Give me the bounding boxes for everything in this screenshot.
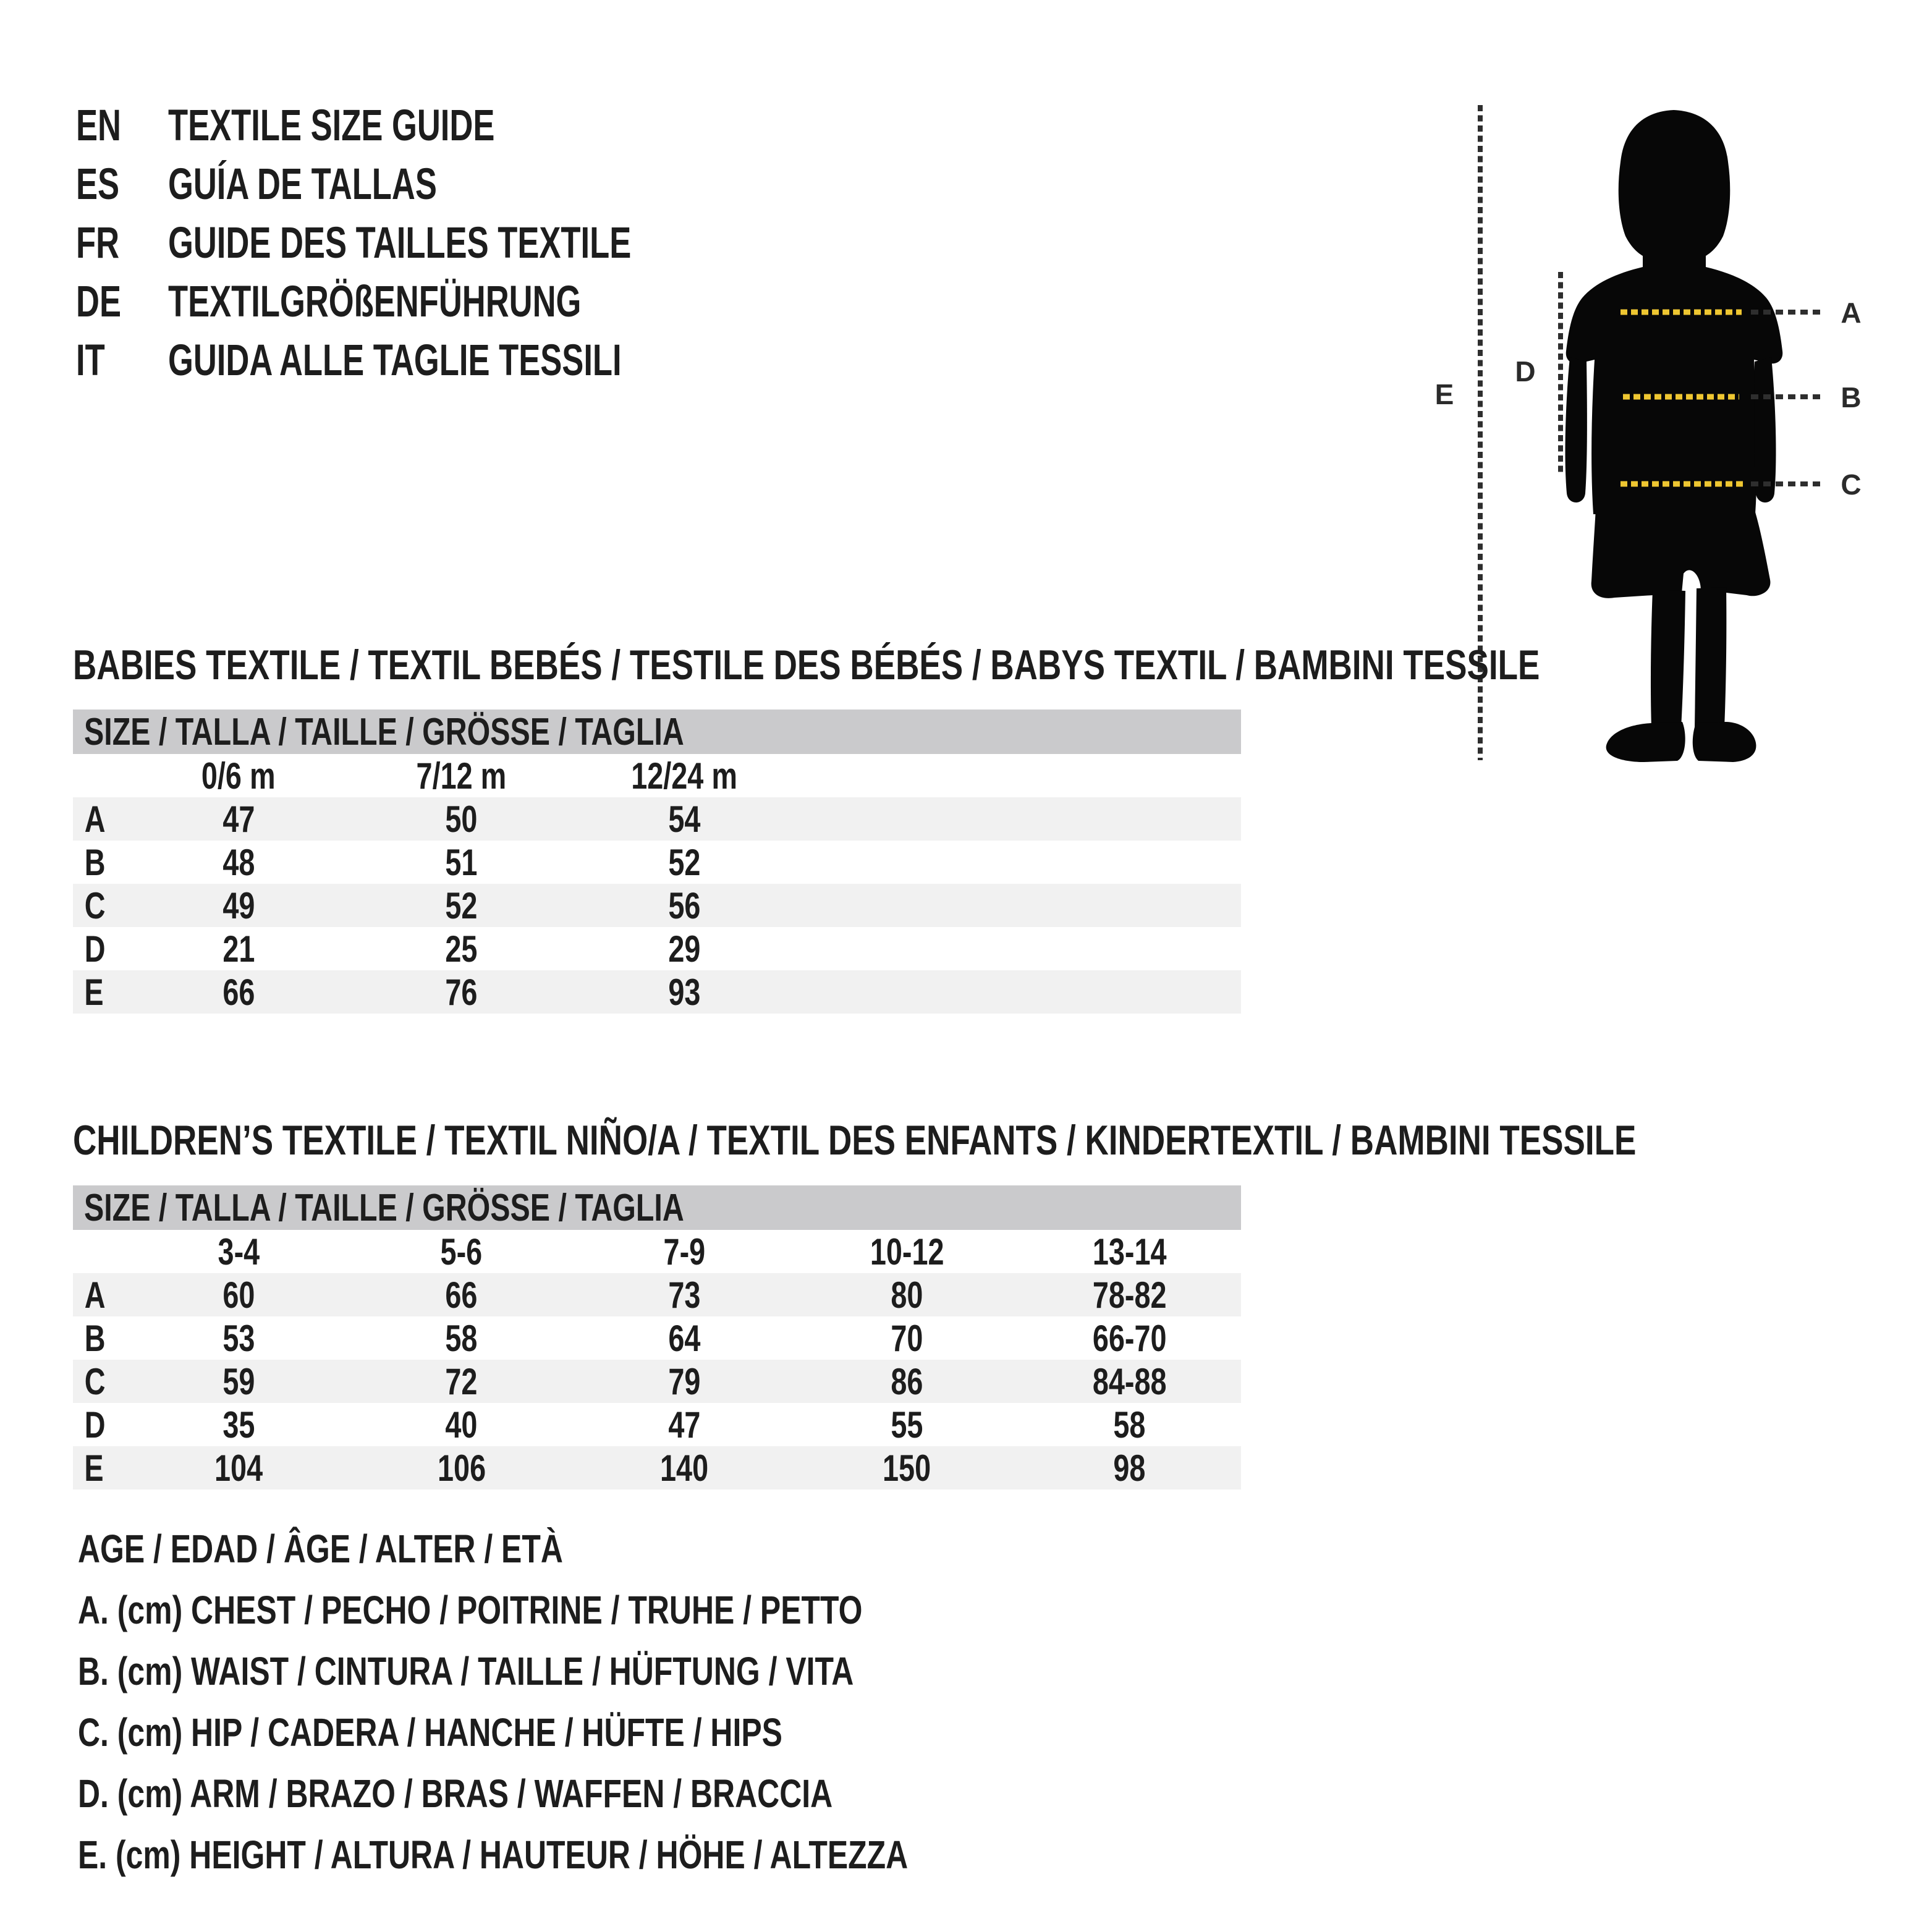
language-title-it: GUIDA ALLE TAGLIE TESSILI bbox=[168, 336, 622, 385]
cell-value: 93 bbox=[667, 971, 701, 1013]
cell-value: 35 bbox=[222, 1404, 255, 1446]
babies-row-c bbox=[73, 884, 1241, 927]
language-title-fr: GUIDE DES TAILLES TEXTILE bbox=[168, 219, 632, 268]
cell-value: 64 bbox=[667, 1317, 701, 1359]
figure-label-c: C bbox=[1841, 468, 1862, 501]
babies-row-d bbox=[73, 927, 1241, 970]
language-code-it: IT bbox=[76, 336, 105, 385]
silhouette-left-shoe bbox=[1606, 722, 1685, 762]
silhouette-right-arm bbox=[1754, 357, 1776, 502]
language-code-de: DE bbox=[76, 278, 121, 326]
row-label: E bbox=[84, 971, 104, 1013]
row-label: B bbox=[84, 1317, 106, 1359]
row-label: D bbox=[84, 1404, 106, 1446]
figure-label-d: D bbox=[1515, 355, 1536, 388]
babies-column-header-row bbox=[73, 754, 1241, 797]
children-size-header-text: SIZE / TALLA / TAILLE / GRÖSSE / TAGLIA bbox=[84, 1186, 684, 1229]
cell-value: 48 bbox=[222, 841, 255, 883]
row-label: B bbox=[84, 841, 106, 883]
measurement-legend bbox=[78, 1518, 1142, 1885]
children-row-c bbox=[73, 1360, 1241, 1403]
legend-waist: B. (cm) WAIST / CINTURA / TAILLE / HÜFTUNG / VITA bbox=[78, 1648, 854, 1693]
cell-value: 66 bbox=[445, 1274, 478, 1316]
babies-row-a bbox=[73, 797, 1241, 841]
language-row-es bbox=[76, 155, 794, 214]
cell-value: 60 bbox=[222, 1274, 255, 1316]
babies-column-0-6m: 0/6 m bbox=[201, 755, 276, 797]
language-title-de: TEXTILGRÖßENFÜHRUNG bbox=[168, 278, 582, 326]
cell-value: 76 bbox=[445, 971, 478, 1013]
cell-value: 56 bbox=[667, 884, 701, 926]
cell-value: 73 bbox=[667, 1274, 701, 1316]
cell-value: 52 bbox=[667, 841, 701, 883]
babies-size-header-band bbox=[73, 710, 1241, 754]
children-row-e bbox=[73, 1446, 1241, 1489]
legend-age: AGE / EDAD / ÂGE / ALTER / ETÀ bbox=[78, 1526, 563, 1571]
cell-value: 80 bbox=[891, 1274, 923, 1316]
language-code-es: ES bbox=[76, 160, 120, 209]
legend-chest: A. (cm) CHEST / PECHO / POITRINE / TRUHE / PETTO bbox=[78, 1587, 863, 1632]
row-label: A bbox=[84, 798, 106, 840]
cell-value: 53 bbox=[222, 1317, 255, 1359]
row-label: C bbox=[84, 1360, 106, 1402]
babies-section-heading bbox=[73, 640, 1932, 690]
babies-column-7-12m: 7/12 m bbox=[416, 755, 507, 797]
children-section-title: CHILDREN’S TEXTILE / TEXTIL NIÑO/A / TEXTIL DES ENFANTS / KINDERTEXTIL / BAMBINI TESSILE bbox=[73, 1117, 1637, 1164]
children-section-heading bbox=[73, 1116, 1932, 1165]
children-row-d bbox=[73, 1403, 1241, 1446]
babies-section-title: BABIES TEXTILE / TEXTIL BEBÉS / TESTILE DES BÉBÉS / BABYS TEXTIL / BAMBINI TESSILE bbox=[73, 642, 1540, 688]
cell-value: 79 bbox=[667, 1360, 701, 1402]
cell-value: 150 bbox=[883, 1447, 931, 1489]
babies-column-12-24m: 12/24 m bbox=[631, 755, 737, 797]
silhouette-shorts bbox=[1591, 508, 1771, 598]
cell-value: 140 bbox=[659, 1447, 709, 1489]
babies-row-b bbox=[73, 841, 1241, 884]
language-title-en: TEXTILE SIZE GUIDE bbox=[168, 101, 495, 150]
babies-row-e bbox=[73, 970, 1241, 1014]
cell-value: 86 bbox=[891, 1360, 923, 1402]
cell-value: 29 bbox=[667, 928, 701, 970]
language-row-de bbox=[76, 273, 794, 331]
cell-value: 98 bbox=[1113, 1447, 1146, 1489]
cell-value: 66 bbox=[222, 971, 255, 1013]
cell-value: 25 bbox=[445, 928, 478, 970]
children-column-5-6: 5-6 bbox=[440, 1231, 483, 1273]
silhouette-left-arm bbox=[1566, 357, 1587, 502]
row-label: E bbox=[84, 1447, 104, 1489]
cell-value: 21 bbox=[222, 928, 255, 970]
cell-value: 49 bbox=[222, 884, 255, 926]
cell-value: 70 bbox=[891, 1317, 923, 1359]
children-row-a bbox=[73, 1273, 1241, 1316]
cell-value: 106 bbox=[437, 1447, 486, 1489]
cell-value: 104 bbox=[214, 1447, 263, 1489]
figure-label-b: B bbox=[1841, 381, 1862, 413]
children-size-table bbox=[73, 1185, 1241, 1489]
cell-value: 47 bbox=[222, 798, 255, 840]
legend-arm: D. (cm) ARM / BRAZO / BRAS / WAFFEN / BRACCIA bbox=[78, 1771, 833, 1816]
cell-value: 54 bbox=[667, 798, 701, 840]
figure-label-e: E bbox=[1434, 378, 1454, 410]
language-title-es: GUÍA DE TALLAS bbox=[168, 160, 437, 209]
cell-value: 72 bbox=[445, 1360, 478, 1402]
children-column-header-row bbox=[73, 1230, 1241, 1273]
language-row-fr bbox=[76, 214, 794, 273]
children-row-b bbox=[73, 1316, 1241, 1360]
babies-size-table bbox=[73, 710, 1241, 1014]
language-code-en: EN bbox=[76, 101, 121, 150]
cell-value: 59 bbox=[222, 1360, 255, 1402]
silhouette-right-shoe bbox=[1693, 722, 1756, 762]
children-column-7-9: 7-9 bbox=[663, 1231, 705, 1273]
cell-value: 58 bbox=[445, 1317, 478, 1359]
row-label: D bbox=[84, 928, 106, 970]
legend-hip: C. (cm) HIP / CADERA / HANCHE / HÜFTE / HIPS bbox=[78, 1710, 782, 1755]
legend-height: E. (cm) HEIGHT / ALTURA / HAUTEUR / HÖHE / ALTEZZA bbox=[78, 1832, 909, 1877]
babies-size-header-text: SIZE / TALLA / TAILLE / GRÖSSE / TAGLIA bbox=[84, 710, 684, 753]
children-column-13-14: 13-14 bbox=[1092, 1231, 1167, 1273]
cell-value: 78-82 bbox=[1092, 1274, 1167, 1316]
row-label: A bbox=[84, 1274, 106, 1316]
cell-value: 52 bbox=[445, 884, 478, 926]
language-row-it bbox=[76, 331, 794, 390]
children-column-10-12: 10-12 bbox=[870, 1231, 944, 1273]
cell-value: 40 bbox=[445, 1404, 478, 1446]
language-code-fr: FR bbox=[76, 219, 120, 268]
cell-value: 47 bbox=[667, 1404, 701, 1446]
cell-value: 51 bbox=[445, 841, 478, 883]
language-row-en bbox=[76, 96, 794, 155]
figure-label-a: A bbox=[1841, 297, 1862, 329]
cell-value: 58 bbox=[1113, 1404, 1146, 1446]
children-column-3-4: 3-4 bbox=[218, 1231, 260, 1273]
language-title-list bbox=[76, 96, 794, 390]
row-label: C bbox=[84, 884, 106, 926]
cell-value: 84-88 bbox=[1092, 1360, 1167, 1402]
cell-value: 66-70 bbox=[1092, 1317, 1167, 1359]
cell-value: 55 bbox=[891, 1404, 923, 1446]
children-size-header-band bbox=[73, 1185, 1241, 1230]
cell-value: 50 bbox=[445, 798, 478, 840]
